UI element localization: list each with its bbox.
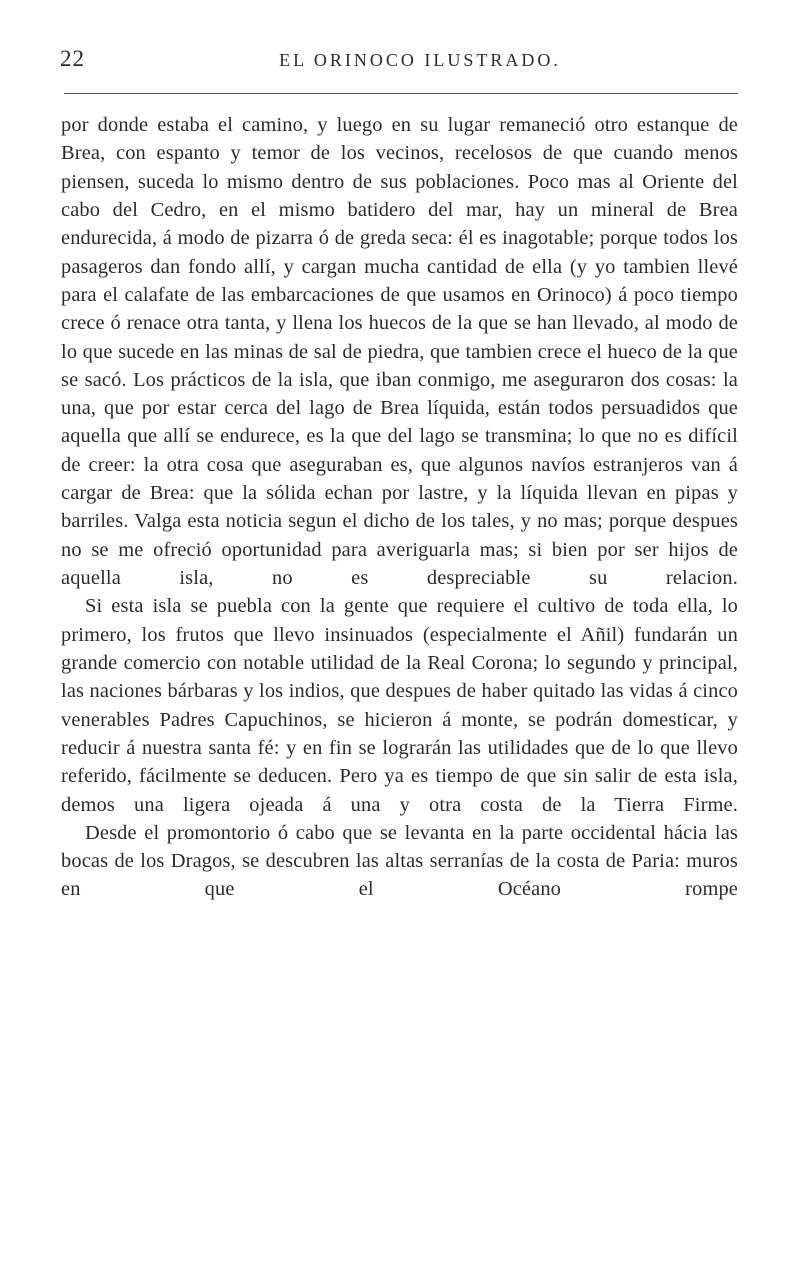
header-divider — [64, 93, 738, 94]
running-title: EL ORINOCO ILUSTRADO. — [279, 50, 561, 70]
paragraph-1: por donde estaba el camino, y luego en su lugar remaneció otro estanque de Brea, con espanto y temor de los vecinos, recelosos de que cuando menos piensen, suceda lo mismo dentro de sus poblaciones. Poco mas al Oriente del cabo del Cedro, en el mismo batidero del mar, hay un mineral de Brea endurecida, á modo de pizarra ó de greda seca: él es inagotable; porque todos los pasageros dan fondo allí, y cargan mucha cantidad de ella (y yo tambien llevé para el calafate de las embarcaciones de que usamos en Orinoco) á poco tiempo crece ó renace otra tanta, y llena los huecos de la que se han llevado, al modo de lo que sucede en las minas de sal de piedra, que tambien crece el hueco de la que se sacó. Los prácticos de la isla, que iban conmigo, me aseguraron dos cosas: la una, que por estar cerca del lago de Brea líquida, están todos persuadidos que aquella que allí se endurece, es la que del lago se transmina; lo que no es difícil de creer: la otra cosa que aseguraban es, que algunos navíos estranjeros van á cargar de Brea: que la sólida echan por lastre, y la líquida llevan en pipas y barriles. Valga esta noticia segun el dicho de los tales, y no mas; porque despues no se me ofreció oportunidad para averiguarla mas; si bien por ser hijos de aquella isla, no es despreciable su relacion. — [61, 114, 738, 589]
body-text — [61, 111, 738, 904]
page-number: 22 — [60, 46, 85, 71]
paragraph-2: Si esta isla se puebla con la gente que requiere el cultivo de toda ella, lo primero, los frutos que llevo insinuados (especialmente el Añil) fundarán un grande comercio con notable utilidad de la Real Corona; lo segundo y principal, las naciones bárbaras y los indios, que despues de haber quitado las vidas á cinco venerables Padres Capuchinos, se hicieron á monte, se podrán domesticar, y reducir á nuestra santa fé: y en fin se lograrán las utilidades que de lo que llevo referido, fácilmente se deducen. Pero ya es tiempo de que sin salir de esta isla, demos una ligera ojeada á una y otra costa de la Tierra Firme. — [61, 595, 738, 816]
paragraph-3: Desde el promontorio ó cabo que se levanta en la parte occidental hácia las bocas de los Dragos, se descubren las altas serranías de la costa de Paria: muros en que el Océano rompe — [61, 821, 738, 901]
page-header — [60, 38, 740, 78]
